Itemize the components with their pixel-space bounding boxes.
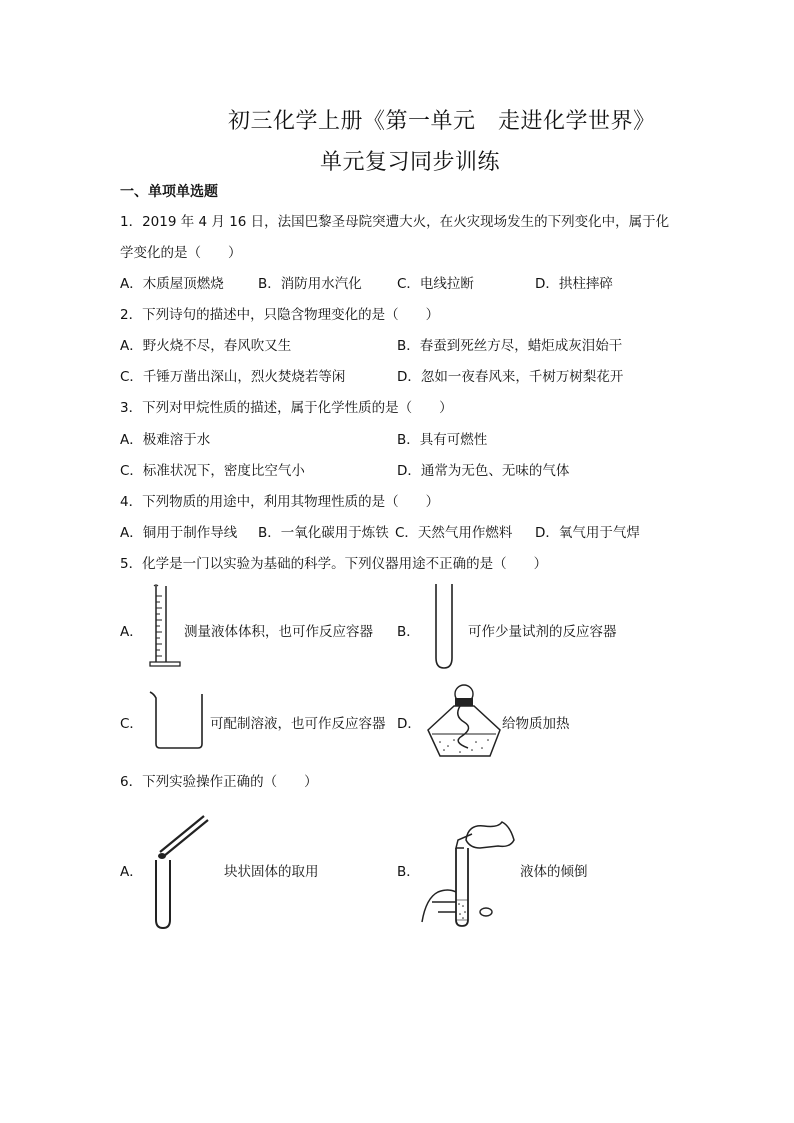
question-1-option-a: A．木质屋顶燃烧 bbox=[120, 276, 224, 292]
graduated-cylinder-icon bbox=[146, 582, 186, 670]
question-2-stem: 2．下列诗句的描述中，只隐含物理变化的是（ ） bbox=[120, 307, 440, 323]
question-4-option-a: A．铜用于制作导线 bbox=[120, 525, 238, 541]
question-6-option-b-text: 液体的倾倒 bbox=[520, 864, 588, 880]
question-2-option-a: A．野火烧不尽，春风吹又生 bbox=[120, 338, 292, 354]
question-3-option-a: A．极难溶于水 bbox=[120, 432, 211, 448]
beaker-icon bbox=[146, 690, 206, 752]
question-1-option-b: B．消防用水汽化 bbox=[258, 276, 362, 292]
question-5-option-c-text: 可配制溶液，也可作反应容器 bbox=[210, 716, 386, 732]
liquid-pouring-icon bbox=[418, 818, 522, 930]
question-5-option-b-text: 可作少量试剂的反应容器 bbox=[468, 624, 617, 640]
test-tube-icon bbox=[430, 582, 460, 672]
question-5-stem: 5．化学是一门以实验为基础的科学。下列仪器用途不正确的是（ ） bbox=[120, 556, 548, 572]
question-1-option-d: D．拱柱摔碎 bbox=[535, 276, 613, 292]
question-4-option-c: C．天然气用作燃料 bbox=[395, 525, 513, 541]
page-subtitle: 单元复习同步训练 bbox=[320, 150, 501, 175]
question-5-option-a-label: A． bbox=[120, 624, 143, 640]
question-3-option-d: D．通常为无色、无味的气体 bbox=[397, 463, 570, 479]
question-3-option-b: B．具有可燃性 bbox=[397, 432, 488, 448]
question-5-option-c-label: C． bbox=[120, 716, 143, 732]
section-heading: 一、单项单选题 bbox=[120, 184, 218, 200]
question-5-option-d-text: 给物质加热 bbox=[502, 716, 570, 732]
question-5-option-b-label: B． bbox=[397, 624, 420, 640]
question-6-stem: 6．下列实验操作正确的（ ） bbox=[120, 774, 318, 790]
question-3-option-c: C．标准状况下，密度比空气小 bbox=[120, 463, 305, 479]
question-6-option-a-text: 块状固体的取用 bbox=[224, 864, 319, 880]
question-1-stem-line1: 1．2019 年 4 月 16 日，法国巴黎圣母院突遭大火，在火灾现场发生的下列变化中，属于化 bbox=[120, 214, 670, 230]
question-5-option-d-label: D． bbox=[397, 716, 421, 732]
page-title: 初三化学上册《第一单元 走进化学世界》 bbox=[228, 109, 656, 134]
question-5-option-a-text: 测量液体体积，也可作反应容器 bbox=[184, 624, 373, 640]
question-2-option-c: C．千锤万凿出深山，烈火焚烧若等闲 bbox=[120, 369, 346, 385]
question-1-option-c: C．电线拉断 bbox=[397, 276, 474, 292]
question-2-option-b: B．春蚕到死丝方尽，蜡炬成灰泪始干 bbox=[397, 338, 623, 354]
alcohol-lamp-icon bbox=[424, 682, 504, 762]
question-3-stem: 3．下列对甲烷性质的描述，属于化学性质的是（ ） bbox=[120, 400, 453, 416]
question-2-option-d: D．忽如一夜春风来，千树万树梨花开 bbox=[397, 369, 624, 385]
question-4-stem: 4．下列物质的用途中，利用其物理性质的是（ ） bbox=[120, 494, 440, 510]
question-4-option-b: B．一氧化碳用于炼铁 bbox=[258, 525, 389, 541]
question-6-option-a-label: A． bbox=[120, 864, 143, 880]
question-6-option-b-label: B． bbox=[397, 864, 420, 880]
test-tube-with-tongs-icon bbox=[146, 812, 216, 934]
question-1-stem-line2: 学变化的是（ ） bbox=[120, 245, 242, 261]
question-4-option-d: D．氧气用于气焊 bbox=[535, 525, 640, 541]
